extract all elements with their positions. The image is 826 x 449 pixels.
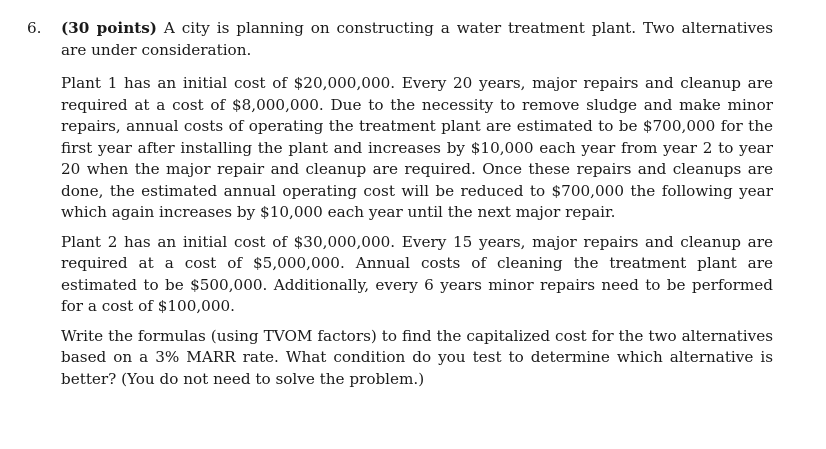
problem-6 [27, 18, 773, 390]
problem-number: 6. [27, 19, 42, 37]
question-paragraph: Write the formulas (using TVOM factors) to find the capitalized cost for the two alternatives based on a 3% MARR rate. What condition do you test to determine which alternative is better? (You do not need to solve the problem.) [61, 326, 773, 388]
problem-intro-text [61, 18, 773, 61]
plant-2-paragraph: Plant 2 has an initial cost of $30,000,000. Every 15 years, major repairs and cleanup are required at a cost of $5,000,000. Annual costs of cleaning the treatment plant are estimated to be $500,000. Additionally, every 6 years minor repairs need to be performed for a cost of $100,000. [61, 232, 773, 315]
problem-intro-body: A city is planning on constructing a water treatment plant. Two alternatives are under consideration. [61, 19, 773, 59]
plant-1-paragraph: Plant 1 has an initial cost of $20,000,000. Every 20 years, major repairs and cleanup are required at a cost of $8,000,000. Due to the necessity to remove sludge and make minor repairs, annual costs of operating the treatment plant are estimated to be $700,000 for the first year after installing the plant and increases by $10,000 each year from year 2 to year 20 when the major repair and cleanup are required. Once these repairs and cleanups are done, the estimated annual operating cost will be reduced to $700,000 the following year which again increases by $10,000 each year until the next major repair. [61, 74, 773, 221]
problem-intro [27, 18, 773, 61]
problem-points: (30 points) [61, 19, 157, 37]
